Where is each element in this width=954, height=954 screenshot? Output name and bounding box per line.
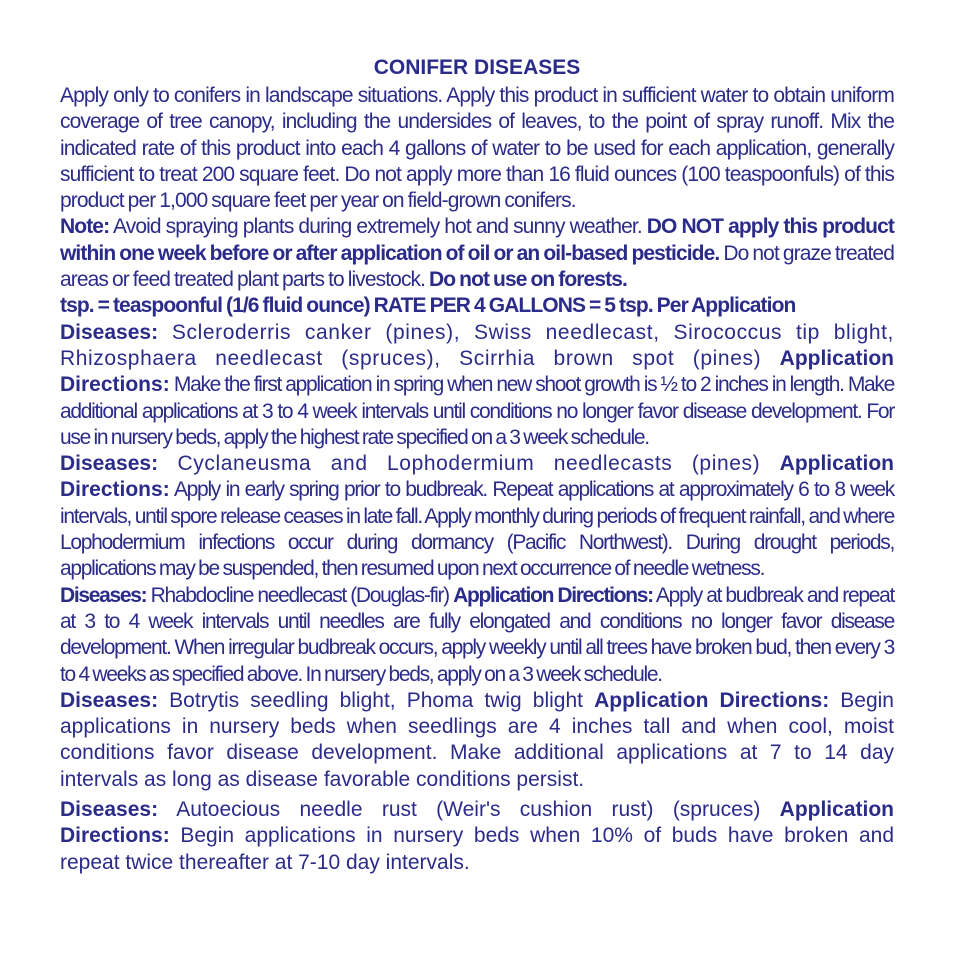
directions-text: Apply at budbreak and repeat at 3 to 4 week intervals until needles are fully elongated and conditions no longer favor disease development. When irregular budbreak occurs, apply weekly until all trees have broken bud, then every 3 to 4 weeks as specified above. In nursery beds, apply on a 3 week schedule. xyxy=(60,583,895,686)
diseases-label: Diseases: xyxy=(60,798,159,822)
disease-entry-2 xyxy=(60,451,894,582)
note-text-1: Avoid spraying plants during extremely hot and sunny weather. xyxy=(109,215,647,239)
directions-label: Application Directions: xyxy=(60,452,894,502)
note-warning-bold: DO NOT apply this product within one week before or after application of oil or an oil-based pesticide. xyxy=(60,215,894,265)
directions-label: Application Directions: xyxy=(60,346,894,397)
diseases-label: Diseases: xyxy=(60,583,147,607)
directions-label: Application Directions: xyxy=(594,688,830,712)
directions-text: Make the first application in spring when new shoot growth is ½ to 2 inches in length. Make additional applications at 3 to 4 week intervals until conditions no longer favor disease development. For use in nursery beds, apply the highest rate specified on a 3 week schedule. xyxy=(60,373,894,449)
document-page xyxy=(60,55,894,876)
disease-entry-5 xyxy=(60,797,894,876)
diseases-text: Rhabdocline needlecast (Douglas-fir) xyxy=(146,583,454,607)
directions-text: Begin applications in nursery beds when seedlings are 4 inches tall and when cool, moist conditions favor disease development. Make additional applications at 7 to 14 day intervals as long as disease favorable conditions persist. xyxy=(60,688,894,791)
note-paragraph xyxy=(60,214,894,293)
diseases-label: Diseases: xyxy=(60,688,159,712)
directions-text: Apply in early spring prior to budbreak. Repeat applications at approximately 6 to 8 week intervals, until spore release ceases in late fall. Apply monthly during periods of frequent rainfall, and where Lophodermium infections occur during dormancy (Pacific Northwest). During drought periods, applications may be suspended, then resumed upon next occurrence of needle wetness. xyxy=(60,478,894,581)
disease-entry-3 xyxy=(60,583,894,688)
directions-text: Begin applications in nursery beds when 10% of buds have broken and repeat twice thereafter at 7-10 day intervals. xyxy=(60,824,894,874)
rate-line xyxy=(60,293,894,319)
note-text-2: Do not graze treated areas or feed treated plant parts to livestock. xyxy=(60,241,894,292)
disease-entry-4 xyxy=(60,688,894,793)
diseases-label: Diseases: xyxy=(60,320,159,344)
directions-label: Application Directions: xyxy=(453,583,653,607)
diseases-text: Cyclaneusma and Lophodermium needlecasts (pines) xyxy=(158,452,780,476)
diseases-text: Scleroderris canker (pines), Swiss needlecast, Sirococcus tip blight, Rhizosphaera needlecast (spruces), Scirrhia brown spot (pines) xyxy=(60,320,894,370)
diseases-text: Botrytis seedling blight, Phoma twig blight xyxy=(158,688,595,712)
directions-label: Application Directions: xyxy=(60,798,894,848)
rate-text: tsp. = teaspoonful (1/6 fluid ounce) RATE PER 4 GALLONS = 5 tsp. Per Application xyxy=(60,294,796,318)
diseases-label: Diseases: xyxy=(60,452,159,476)
disease-entry-1 xyxy=(60,320,894,451)
intro-paragraph: Apply only to conifers in landscape situations. Apply this product in sufficient water to obtain uniform coverage of tree canopy, including the undersides of leaves, to the point of spray runoff. Mix the indicated rate of this product into each 4 gallons of water to be used for each application, generally sufficient to treat 200 square feet. Do not apply more than 16 fluid ounces (100 teaspoonfuls) of this product per 1,000 square feet per year on field-grown conifers. xyxy=(60,84,894,213)
page-title: CONIFER DISEASES xyxy=(373,56,581,79)
note-forest-warning: Do not use on forests. xyxy=(429,268,627,292)
note-label: Note: xyxy=(60,215,110,239)
diseases-text: Autoecious needle rust (Weir's cushion rust) (spruces) xyxy=(158,798,780,822)
